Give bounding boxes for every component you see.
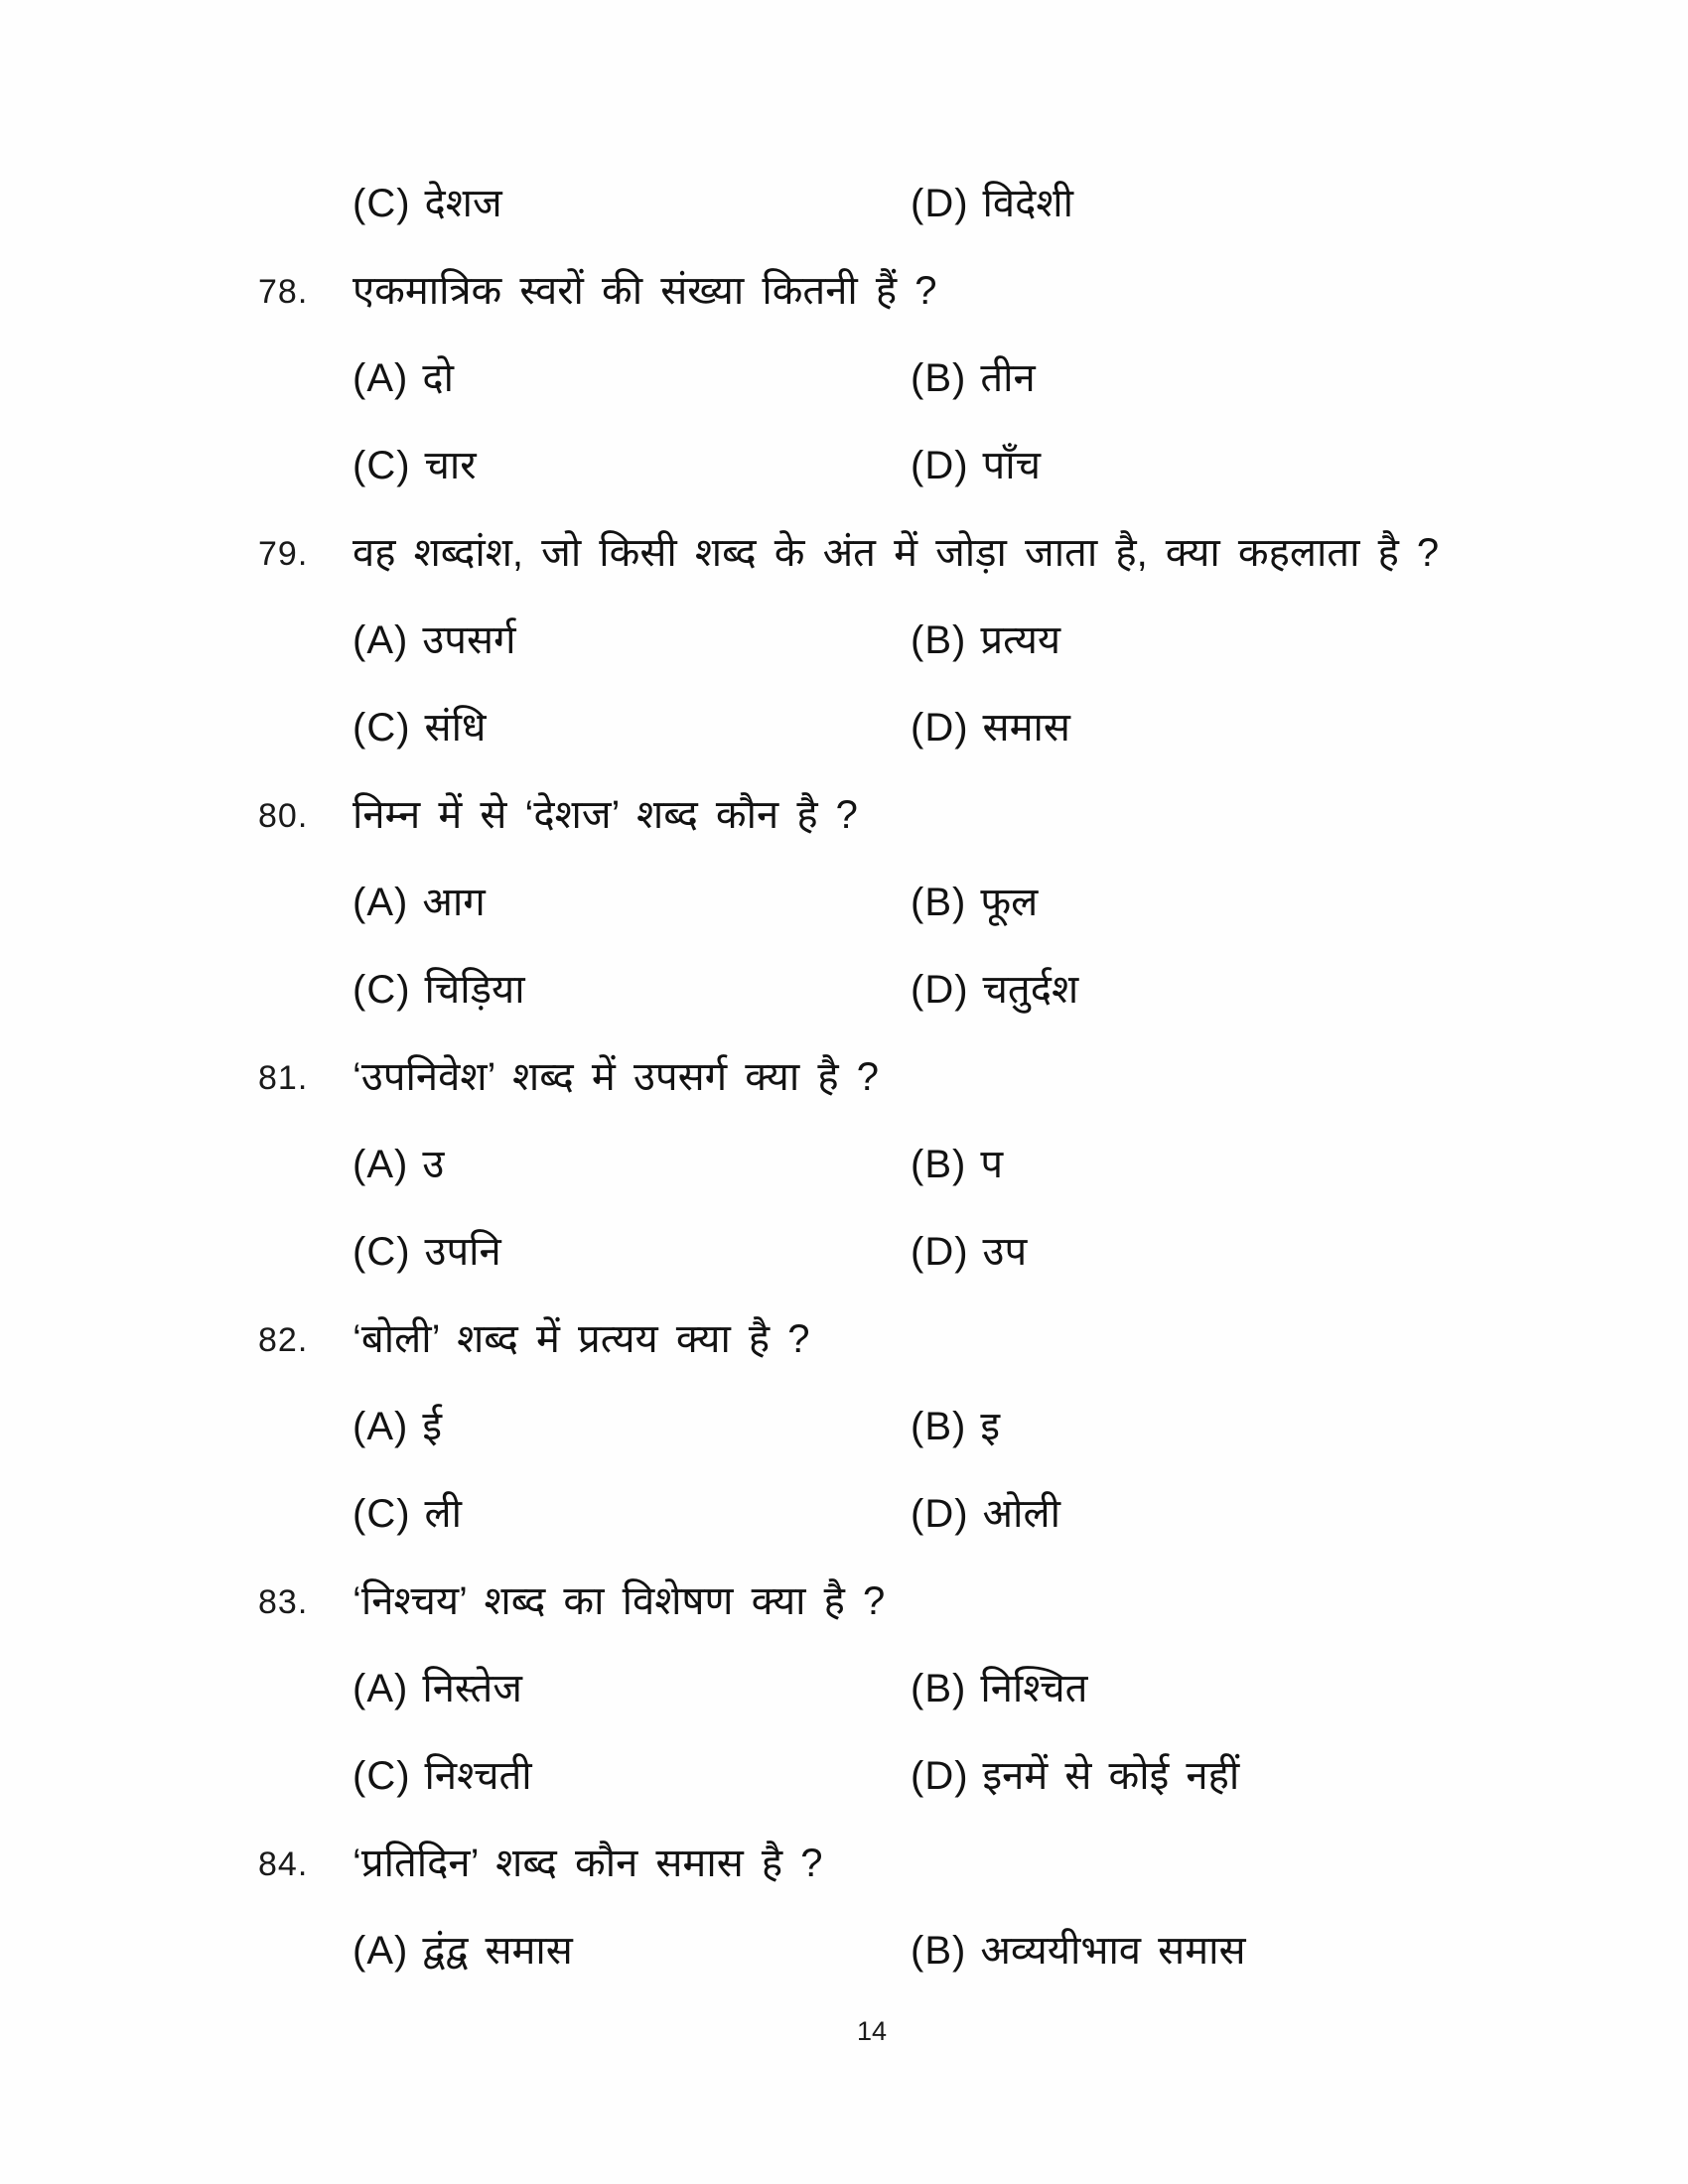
- option-label: (D): [911, 1230, 969, 1274]
- option-label: (A): [352, 618, 409, 662]
- option-d: [911, 701, 1070, 754]
- option-b: [911, 1138, 1003, 1191]
- options-row-79-ab: [0, 614, 1688, 677]
- option-b: [911, 1400, 1000, 1453]
- option-label: (B): [911, 881, 967, 924]
- page-number: 14: [856, 2016, 888, 2046]
- option-label: (C): [352, 968, 411, 1012]
- option-label: (A): [352, 356, 409, 400]
- option-d: [911, 963, 1078, 1017]
- option-b: [911, 351, 1036, 405]
- option-text: पाँच: [982, 444, 1042, 487]
- options-row-84-ab: [0, 1924, 1688, 1987]
- option-b: [911, 1924, 1246, 1978]
- option-label: (A): [352, 881, 409, 924]
- option-label: (C): [352, 706, 411, 750]
- option-text: प्रत्यय: [980, 618, 1061, 662]
- options-row-81-cd: [0, 1225, 1688, 1289]
- option-text: फूल: [980, 881, 1039, 924]
- option-text: निस्तेज: [422, 1667, 522, 1710]
- option-text: आग: [422, 881, 486, 924]
- options-row-81-ab: [0, 1138, 1688, 1201]
- question-row-78: [0, 264, 1688, 328]
- option-label: (B): [911, 356, 967, 400]
- question-number: 82.: [258, 1321, 309, 1359]
- option-label: (C): [352, 1754, 411, 1798]
- option-c: [352, 701, 487, 754]
- question-number: 79.: [258, 535, 309, 573]
- option-text: निश्चित: [980, 1667, 1088, 1710]
- option-text: प: [980, 1143, 1004, 1186]
- option-label: (A): [352, 1143, 409, 1186]
- question-number: 78.: [258, 273, 309, 311]
- option-text: तीन: [980, 356, 1036, 400]
- option-label: (D): [911, 1492, 969, 1536]
- option-label: (D): [911, 182, 969, 225]
- option-b: [911, 614, 1060, 667]
- option-text: संधि: [424, 706, 487, 750]
- options-row-80-cd: [0, 963, 1688, 1026]
- option-c: [352, 439, 477, 492]
- option-label: (B): [911, 1929, 967, 1973]
- options-row-83-ab: [0, 1662, 1688, 1725]
- option-text: द्वंद्व समास: [422, 1929, 573, 1973]
- option-label: (D): [911, 706, 969, 750]
- option-c: [352, 1225, 501, 1279]
- question-row-83: [0, 1574, 1688, 1638]
- option-text: विदेशी: [982, 182, 1073, 225]
- option-c: [352, 1487, 462, 1541]
- options-row-82-ab: [0, 1400, 1688, 1463]
- option-label: (C): [352, 182, 411, 225]
- option-a: [352, 1924, 573, 1978]
- question-row-82: [0, 1312, 1688, 1376]
- option-c: [352, 177, 502, 230]
- question-number: 80.: [258, 797, 309, 835]
- option-text: उपसर्ग: [422, 618, 516, 662]
- option-label: (B): [911, 1667, 967, 1710]
- option-b: [911, 876, 1038, 929]
- options-row-83-cd: [0, 1749, 1688, 1813]
- option-label: (A): [352, 1667, 409, 1710]
- option-label: (D): [911, 968, 969, 1012]
- options-row-80-ab: [0, 876, 1688, 939]
- option-a: [352, 1662, 522, 1715]
- options-row-82-cd: [0, 1487, 1688, 1551]
- question-row-81: [0, 1050, 1688, 1114]
- option-a: [352, 1400, 442, 1453]
- option-a: [352, 876, 486, 929]
- question-text: ‘बोली’ शब्द में प्रत्यय क्या है ?: [352, 1317, 810, 1361]
- question-row-79: [0, 526, 1688, 590]
- option-d: [911, 177, 1073, 230]
- option-text: देशज: [424, 182, 502, 225]
- option-d: [911, 1487, 1060, 1541]
- option-label: (C): [352, 444, 411, 487]
- question-text: वह शब्दांश, जो किसी शब्द के अंत में जोड़ा जाता है, क्या कहलाता है ?: [352, 531, 1440, 575]
- option-d: [911, 1225, 1027, 1279]
- option-text: उप: [982, 1230, 1028, 1274]
- question-text: निम्न में से ‘देशज’ शब्द कौन है ?: [352, 793, 858, 837]
- option-d: [911, 439, 1041, 492]
- option-c: [352, 1749, 532, 1803]
- question-text: ‘निश्चय’ शब्द का विशेषण क्या है ?: [352, 1579, 886, 1623]
- option-b: [911, 1662, 1087, 1715]
- option-text: ली: [424, 1492, 463, 1536]
- option-label: (A): [352, 1405, 409, 1448]
- option-text: इनमें से कोई नहीं: [982, 1754, 1240, 1798]
- option-c: [352, 963, 525, 1017]
- option-label: (C): [352, 1492, 411, 1536]
- option-text: चतुर्दश: [982, 968, 1079, 1012]
- question-number: 83.: [258, 1583, 309, 1621]
- question-row-80: [0, 788, 1688, 852]
- option-label: (D): [911, 444, 969, 487]
- option-a: [352, 351, 454, 405]
- question-text: एकमात्रिक स्वरों की संख्या कितनी हैं ?: [352, 269, 937, 313]
- option-text: चार: [424, 444, 477, 487]
- option-text: चिड़िया: [424, 968, 525, 1012]
- question-text: ‘उपनिवेश’ शब्द में उपसर्ग क्या है ?: [352, 1055, 879, 1099]
- option-text: इ: [980, 1405, 1000, 1448]
- option-text: उपनि: [424, 1230, 501, 1274]
- option-a: [352, 614, 516, 667]
- option-label: (A): [352, 1929, 409, 1973]
- option-text: उ: [422, 1143, 445, 1186]
- question-number: 84.: [258, 1845, 309, 1883]
- options-row-79-cd: [0, 701, 1688, 764]
- option-text: दो: [422, 356, 454, 400]
- options-row-78-cd: [0, 439, 1688, 502]
- option-label: (D): [911, 1754, 969, 1798]
- option-label: (C): [352, 1230, 411, 1274]
- option-text: अव्ययीभाव समास: [980, 1929, 1246, 1973]
- option-text: ई: [422, 1405, 442, 1448]
- option-label: (B): [911, 1405, 967, 1448]
- carryover-options-row: [0, 177, 1688, 240]
- option-text: समास: [982, 706, 1070, 750]
- question-text: ‘प्रतिदिन’ शब्द कौन समास है ?: [352, 1842, 823, 1885]
- option-label: (B): [911, 618, 967, 662]
- question-number: 81.: [258, 1059, 309, 1097]
- option-text: ओली: [982, 1492, 1060, 1536]
- option-label: (B): [911, 1143, 967, 1186]
- option-text: निश्चती: [424, 1754, 532, 1798]
- question-row-84: [0, 1837, 1688, 1900]
- options-row-78-ab: [0, 351, 1688, 415]
- option-d: [911, 1749, 1239, 1803]
- option-a: [352, 1138, 444, 1191]
